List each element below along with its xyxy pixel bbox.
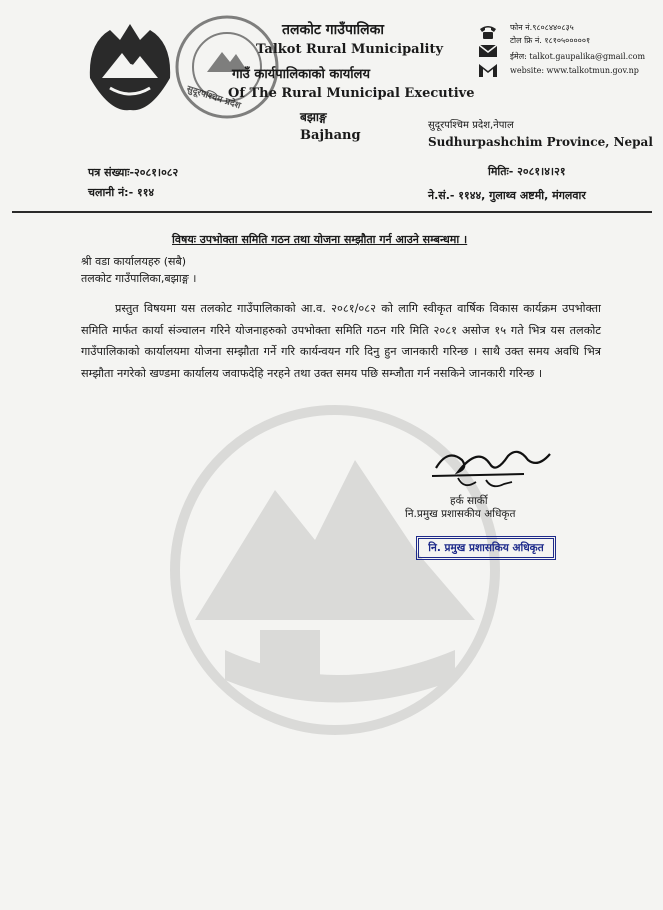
letter-body: प्रस्तुत विषयमा यस तलकोट गाउँपालिकाको आ.व. २०८१/०८२ को लागि स्वीकृत वार्षिक विकास कार्यक्रम उपभोक्ता समिति मार्फत कार्या संञ्चालन गरिने योजनाहरुको उपभोक्ता समिति गठन गरि मिति २०८१ असोज १५ गते भित्र यस तलकोट गाउँपालिकाको कार्यालयमा योजना सम्झौता गर्ने गरि कार्यन्वयन गरि दिनु हुन जानकारी गरिन्छ । साथै उक्त समय अवधि भित्र सम्झौता नगरेको खण्डमा कार्यालय जवाफदेहि नरहने तथा उक्त समय पछि सम्जौता गर्न नसकिने जानकारी गरिन्छ । <box>81 302 601 380</box>
signatory-title: नि.प्रमुख प्रशासकीय अधिकृत <box>405 508 516 520</box>
dispatch-number: चलानी नं:- ११४ <box>88 186 155 199</box>
municipality-name-en: Talkot Rural Municipality <box>256 42 444 57</box>
recipient-line-2: तलकोट गाउँपालिका,बझाङ्ग । <box>81 272 197 285</box>
letter-subject: विषयः उपभोक्ता समिति गठन तथा योजना सम्झौता गर्न आउने सम्बन्धमा । <box>172 233 468 246</box>
letter-number: पत्र संख्याः-२०८१।०८२ <box>88 166 179 179</box>
municipality-name-ne: तलकोट गाउँपालिका <box>282 22 385 38</box>
email-icon <box>478 43 498 59</box>
province-en: Sudhurpashchim Province, Nepal <box>428 135 653 149</box>
phone-icon <box>478 24 498 40</box>
stamp-text: सुदूरपश्चिम प्रदेश <box>185 84 242 112</box>
contact-tollfree: टोल फ्रि नं. १८१०५०००००१ <box>510 36 591 45</box>
contact-phone: फोन नं.९८०८४४०८३५ <box>510 23 574 32</box>
district-ne: बझाङ्ग <box>300 110 327 124</box>
gmail-icon <box>478 62 498 78</box>
official-seal-stamp <box>416 536 556 560</box>
letter-date: मितिः- २०८१।४।२१ <box>488 165 566 178</box>
recipient-line-1: श्री वडा कार्यालयहरु (सबै) <box>81 255 187 268</box>
office-name-ne: गाउँ कार्यपालिकाको कार्यालय <box>232 67 370 82</box>
header-divider <box>12 211 652 213</box>
handwritten-signature <box>428 438 558 494</box>
district-en: Bajhang <box>300 128 361 143</box>
nepal-sambat-date: ने.सं.- ११४४, गुलाथ्व अष्टमी, मंगलवार <box>428 189 586 202</box>
province-ne: सुदूरपश्चिम प्रदेश,नेपाल <box>428 120 514 131</box>
watermark-emblem <box>165 380 505 740</box>
office-name-en: Of The Rural Municipal Executive <box>228 86 475 101</box>
contact-email: ईमेल: talkot.gaupalika@gmail.com <box>510 52 646 61</box>
seal-text: नि. प्रमुख प्रशासकिय अधिकृत <box>428 542 544 554</box>
signatory-name: हर्क सार्की <box>450 495 488 507</box>
contact-website: website: www.talkotmun.gov.np <box>510 66 639 75</box>
nepal-emblem-icon <box>80 18 180 118</box>
